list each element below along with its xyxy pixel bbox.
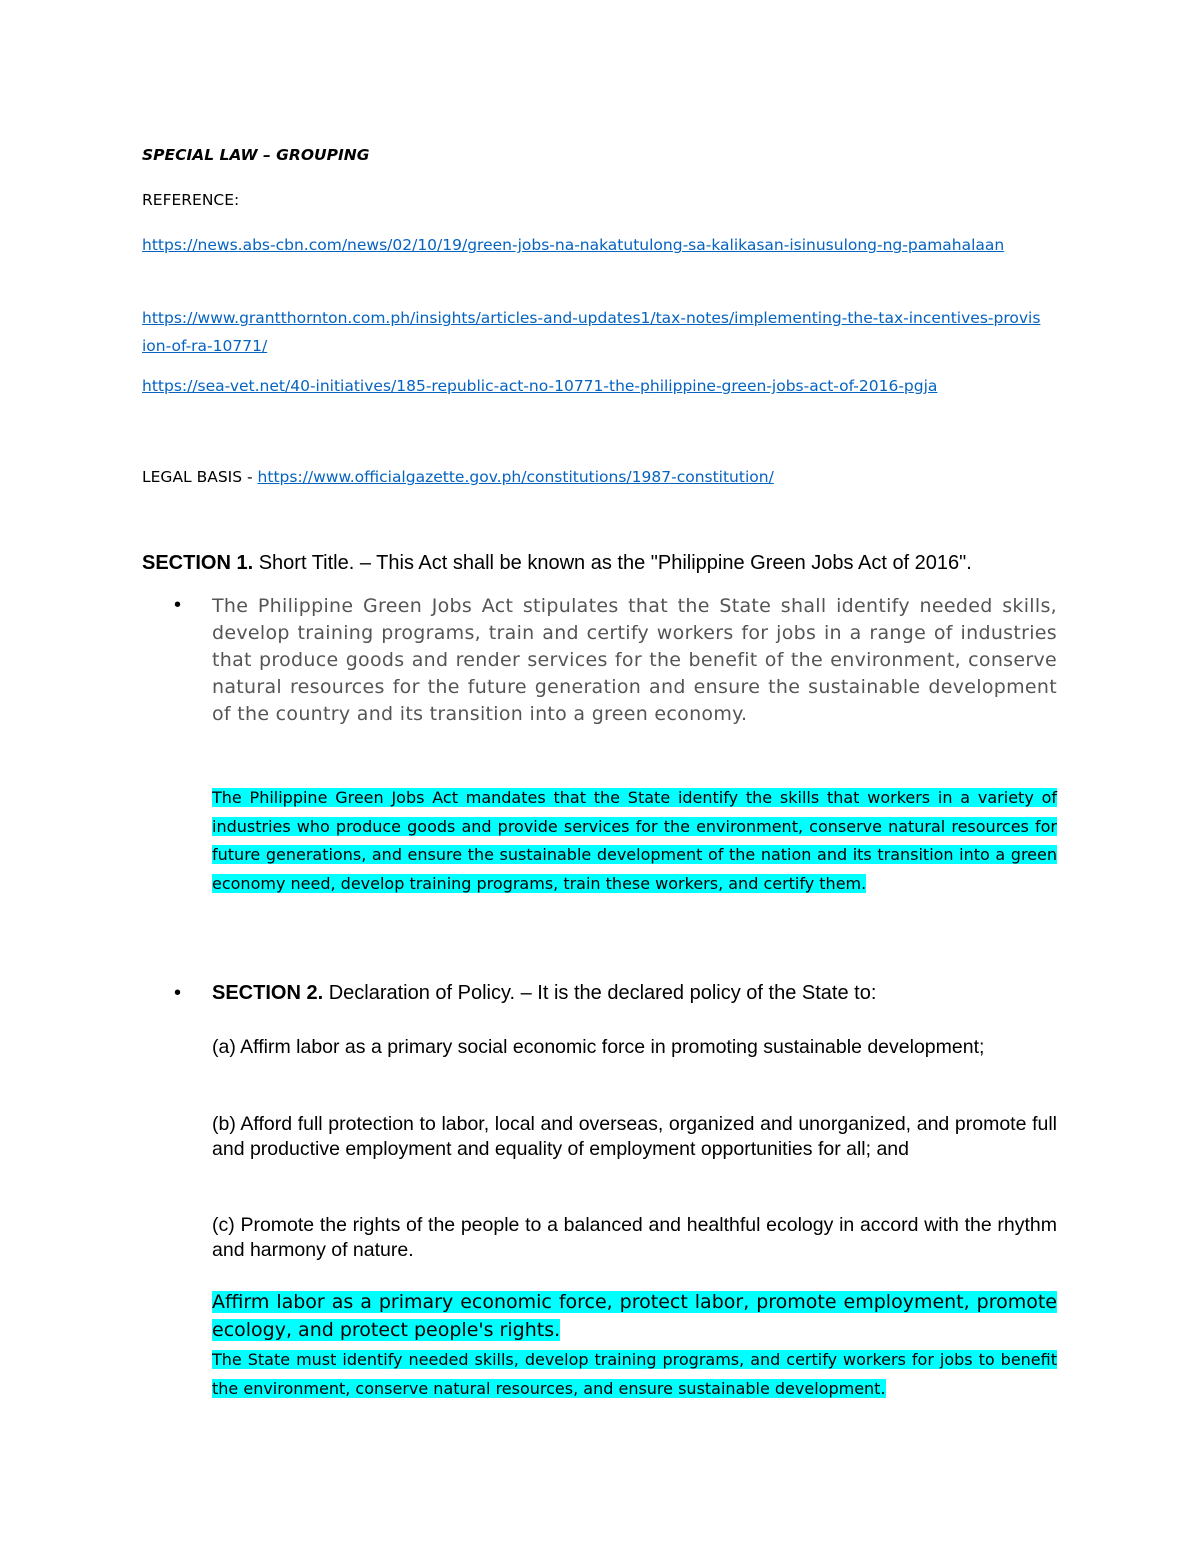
reference-label: REFERENCE:	[142, 191, 240, 209]
reference-link-1-text[interactable]: https://news.abs-cbn.com/news/02/10/19/green-jobs-na-nakatutulong-sa-kalikasan-isinusulong-ng-pamahalaan	[142, 236, 1005, 254]
section-2-line	[212, 982, 876, 1005]
section-2-text: Declaration of Policy. – It is the declared policy of the State to:	[323, 982, 877, 1004]
section-1-line	[142, 552, 972, 575]
legal-basis	[142, 468, 774, 486]
section-1-summary: The Philippine Green Jobs Act stipulates that the State shall identify needed skills, develop training programs, train and certify workers for jobs in a range of industries that produce goods and render services for the benefit of the environment, conserve natural resources for the future generation and ensure the sustainable development of the country and its transition into a green economy.	[212, 595, 1057, 725]
reference-link-2-text[interactable]: https://www.grantthornton.com.ph/insights/articles-and-updates1/tax-notes/implementing-the-tax-incentives-provision-of-ra-10771/	[142, 309, 1041, 355]
section-2-item-c: (c) Promote the rights of the people to a balanced and healthful ecology in accord with the rhythm and harmony of nature.	[212, 1214, 1057, 1261]
section-2-highlight-2	[212, 1345, 1057, 1403]
legal-basis-label: LEGAL BASIS -	[142, 468, 258, 486]
reference-link-1[interactable]	[142, 231, 1042, 259]
section-1-text: Short Title. – This Act shall be known as the "Philippine Green Jobs Act of 2016".	[253, 552, 972, 574]
reference-link-3-text[interactable]: https://sea-vet.net/40-initiatives/185-republic-act-no-10771-the-philippine-green-jobs-act-of-2016-pgja	[142, 377, 938, 395]
section-2-highlight-1-text: Affirm labor as a primary economic force, protect labor, promote employment, promote ecology, and protect people's rights.	[212, 1291, 1057, 1341]
section-1-heading: SECTION 1.	[142, 552, 254, 574]
section-2-item-a: (a) Affirm labor as a primary social economic force in promoting sustainable development;	[212, 1036, 985, 1058]
section-2-item-b: (b) Afford full protection to labor, local and overseas, organized and unorganized, and promote full and productive employment and equality of employment opportunities for all; and	[212, 1113, 1057, 1160]
section-1-highlight-text: The Philippine Green Jobs Act mandates that the State identify the skills that workers in a variety of industries who produce goods and provide services for the environment, conserve natural resources for future generations, and ensure the sustainable development of the nation and its transition into a green economy need, develop training programs, train these workers, and certify them.	[212, 788, 1057, 893]
reference-link-3[interactable]	[142, 377, 937, 395]
section-1-highlight	[212, 784, 1057, 898]
section-2-highlight-2-text: The State must identify needed skills, develop training programs, and certify workers for jobs to benefit the environment, conserve natural resources, and ensure sustainable development.	[212, 1350, 1057, 1398]
bullet-icon: •	[174, 594, 182, 616]
bullet-icon: •	[174, 982, 182, 1004]
reference-link-2[interactable]	[142, 304, 1042, 360]
section-2-heading: SECTION 2.	[212, 982, 324, 1004]
document-title: SPECIAL LAW – GROUPING	[142, 146, 370, 164]
legal-basis-link[interactable]: https://www.officialgazette.gov.ph/constitutions/1987-constitution/	[257, 468, 774, 486]
section-2-highlight-1	[212, 1288, 1057, 1344]
